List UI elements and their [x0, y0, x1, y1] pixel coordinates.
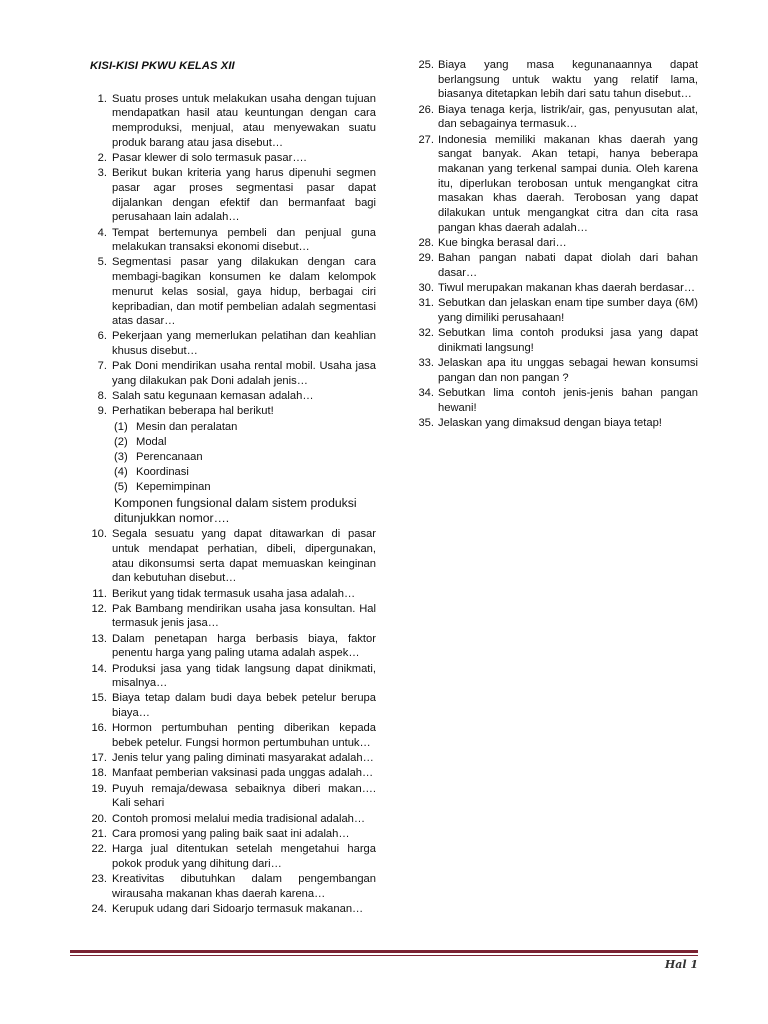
question-number: 25. — [418, 59, 434, 71]
sub-item-number: (2) — [114, 435, 128, 448]
sub-item — [114, 480, 376, 495]
question-item — [88, 329, 376, 358]
question-text: Kreativitas dibutuhkan dalam pengembangan wirausaha makanan khas daerah karena… — [112, 872, 376, 900]
question-number: 18. — [91, 767, 107, 780]
question-item — [414, 386, 698, 415]
question-text: Tempat bertemunya pembeli dan penjual guna melakukan transaksi ekonomi disebut… — [112, 226, 376, 254]
question-item — [88, 827, 376, 842]
question-item — [88, 902, 376, 917]
question-number: 14. — [91, 662, 107, 675]
question-text: Pak Doni mendirikan usaha rental mobil. Usaha jasa yang dilakukan pak Doni adalah jenis… — [112, 360, 376, 388]
right-column — [414, 58, 698, 431]
question-text: Kue bingka berasal dari… — [438, 236, 567, 249]
question-text: Jelaskan apa itu unggas sebagai hewan konsumsi pangan dan non pangan ? — [438, 357, 698, 384]
question-number: 33. — [418, 357, 434, 370]
question-text: Berikut yang tidak termasuk usaha jasa adalah… — [112, 587, 356, 600]
question-item — [88, 527, 376, 586]
question-item — [88, 602, 376, 631]
question-number: 27. — [418, 133, 434, 146]
question-list-part-1 — [88, 92, 376, 419]
question-text: Tiwul merupakan makanan khas daerah berdasar… — [438, 282, 696, 295]
question-item — [414, 281, 698, 296]
question-item — [414, 236, 698, 251]
question-number: 28. — [418, 236, 434, 249]
question-text: Segala sesuatu yang dapat ditawarkan di pasar untuk mendapat perhatian, dibeli, dipergunakan, atau dikonsumsi serta dapat memuaskan keinginan dan kebutuhan disebut… — [112, 528, 376, 585]
question-item — [414, 251, 698, 280]
question-item — [88, 782, 376, 811]
question-number: 11. — [92, 587, 107, 600]
question-number: 26. — [418, 103, 434, 116]
question-list-part-3 — [414, 58, 698, 431]
question-item — [414, 296, 698, 325]
item-9-note: Komponen fungsional dalam sistem produksi ditunjukkan nomor…. — [114, 496, 357, 525]
question-number: 10. — [91, 528, 107, 541]
question-number: 3. — [97, 167, 107, 180]
question-text: Puyuh remaja/dewasa sebaiknya diberi makan…. Kali sehari — [112, 782, 376, 810]
question-number: 29. — [418, 252, 434, 265]
question-number: 21. — [91, 827, 107, 840]
footer-rule-thick — [70, 950, 698, 953]
question-text: Bahan pangan nabati dapat diolah dari bahan dasar… — [438, 252, 698, 279]
question-number: 16. — [91, 722, 107, 735]
question-text: Dalam penetapan harga berbasis biaya, faktor penentu harga yang paling utama adalah aspek… — [112, 632, 376, 660]
question-item — [88, 691, 376, 720]
question-number: 4. — [97, 226, 107, 239]
question-item — [88, 359, 376, 388]
document-title: KISI-KISI PKWU KELAS XII — [90, 60, 235, 72]
question-number: 30. — [418, 282, 434, 295]
question-text: Kerupuk udang dari Sidoarjo termasuk makanan… — [112, 902, 364, 915]
question-text: Manfaat pemberian vaksinasi pada unggas adalah… — [112, 767, 374, 780]
question-number: 31. — [418, 297, 434, 310]
question-item — [88, 766, 376, 781]
page-number: Hal 1 — [664, 958, 698, 971]
question-item — [88, 166, 376, 225]
question-item — [88, 226, 376, 255]
question-number: 24. — [91, 902, 107, 915]
question-text: Perhatikan beberapa hal berikut! — [112, 405, 274, 418]
question-item — [414, 58, 698, 102]
question-number: 5. — [97, 256, 107, 269]
question-number: 34. — [418, 386, 434, 399]
question-text: Suatu proses untuk melakukan usaha dengan tujuan mendapatkan hasil atau keuntungan dengan cara memproduksi, menjual, atau menyewakan suatu produk barang atau jasa disebut… — [112, 92, 376, 149]
question-text: Jenis telur yang paling diminati masyarakat adalah… — [112, 752, 374, 765]
question-item — [414, 356, 698, 385]
sub-item-text: Modal — [136, 435, 167, 448]
question-text: Biaya tetap dalam budi daya bebek petelur berupa biaya… — [112, 692, 376, 720]
sub-item-text: Mesin dan peralatan — [136, 420, 238, 433]
question-number: 17. — [91, 752, 107, 765]
question-item — [414, 416, 698, 431]
question-item — [88, 255, 376, 329]
question-item — [88, 721, 376, 750]
question-text: Segmentasi pasar yang dilakukan dengan cara membagi-bagikan konsumen ke dalam kelompok menurut kelas sosial, gaya hidup, berbagai ciri kepribadian, dan motif pembelian adalah segmentasi atas dasar… — [112, 256, 376, 328]
question-number: 8. — [97, 390, 107, 403]
question-number: 23. — [91, 872, 107, 885]
question-number: 19. — [91, 782, 107, 795]
question-text: Contoh promosi melalui media tradisional adalah… — [112, 812, 366, 825]
question-text: Pasar klewer di solo termasuk pasar…. — [112, 152, 307, 165]
question-item — [88, 842, 376, 871]
question-number: 13. — [91, 632, 107, 645]
question-item — [414, 103, 698, 132]
item-9-subitems — [88, 420, 376, 496]
footer-rule-thin — [70, 955, 698, 956]
question-item — [414, 133, 698, 236]
question-item — [88, 92, 376, 151]
question-text: Sebutkan lima contoh produksi jasa yang dapat dinikmati langsung! — [438, 327, 698, 354]
question-text: Hormon pertumbuhan penting diberikan kepada bebek petelur. Fungsi hormon pertumbuhan untuk… — [112, 722, 376, 750]
sub-item-text: Koordinasi — [136, 466, 189, 479]
sub-item — [114, 450, 376, 465]
sub-item-number: (3) — [114, 451, 128, 464]
question-item — [88, 587, 376, 602]
question-item — [88, 151, 376, 166]
question-number: 32. — [418, 327, 434, 340]
question-number: 22. — [91, 842, 107, 855]
question-text: Produksi jasa yang tidak langsung dapat dinikmati, misalnya… — [112, 662, 376, 690]
question-number: 12. — [91, 602, 107, 615]
left-column — [88, 58, 376, 917]
question-text: Biaya tenaga kerja, listrik/air, gas, penyusutan alat, dan sebagainya termasuk… — [438, 103, 698, 131]
sub-item-number: (4) — [114, 466, 128, 479]
question-text: Salah satu kegunaan kemasan adalah… — [112, 390, 314, 403]
question-number: 35. — [418, 416, 434, 429]
question-text: Jelaskan yang dimaksud dengan biaya tetap! — [438, 416, 662, 429]
question-text: Biaya yang masa kegunanaannya dapat berlangsung untuk waktu yang relatif lama, biasanya ditetapkan lebih dari satu tahun disebut… — [438, 59, 698, 101]
question-number: 2. — [97, 152, 107, 165]
question-item — [414, 326, 698, 355]
sub-item-number: (1) — [114, 420, 128, 433]
question-item — [88, 812, 376, 827]
question-text: Sebutkan lima contoh jenis-jenis bahan pangan hewani! — [438, 386, 698, 414]
question-text: Indonesia memiliki makanan khas daerah yang sangat banyak. Akan tetapi, hanya beberapa makanan yang terkenal sampai dunia. Oleh karena itu, diperlukan terobosan untuk mengangkat citra masakan khas daerah. Terobosan yang dapat dilakukan untuk mengangkat citra dan cita rasa pangan khas daerah adalah… — [438, 133, 698, 234]
question-text: Pekerjaan yang memerlukan pelatihan dan keahlian khusus disebut… — [112, 330, 376, 358]
question-text: Harga jual ditentukan setelah mengetahui harga pokok produk yang dihitung dari… — [112, 842, 376, 870]
question-number: 9. — [97, 405, 107, 418]
sub-item — [114, 420, 376, 435]
question-number: 1. — [97, 92, 107, 105]
question-number: 6. — [97, 330, 107, 343]
question-number: 7. — [97, 360, 107, 373]
question-number: 20. — [91, 812, 107, 825]
question-item — [88, 872, 376, 901]
question-text: Berikut bukan kriteria yang harus dipenuhi segmen pasar agar proses segmentasi pasar dapat dijalankan dengan efektif dan bermanfaat bagi perusahaan lain adalah… — [112, 167, 376, 224]
sub-item-text: Kepemimpinan — [136, 481, 211, 494]
question-number: 15. — [91, 692, 107, 705]
question-item — [88, 662, 376, 691]
question-text: Cara promosi yang paling baik saat ini adalah… — [112, 827, 350, 840]
sub-item-number: (5) — [114, 481, 128, 494]
question-list-part-2 — [88, 527, 376, 916]
question-item — [88, 389, 376, 404]
sub-item-text: Perencanaan — [136, 451, 203, 464]
question-item — [88, 751, 376, 766]
question-item — [88, 632, 376, 661]
sub-item — [114, 435, 376, 450]
sub-item — [114, 465, 376, 480]
question-text: Sebutkan dan jelaskan enam tipe sumber daya (6M) yang dimiliki perusahaan! — [438, 297, 698, 324]
question-text: Pak Bambang mendirikan usaha jasa konsultan. Hal termasuk jenis jasa… — [112, 602, 376, 630]
question-item — [88, 404, 376, 419]
